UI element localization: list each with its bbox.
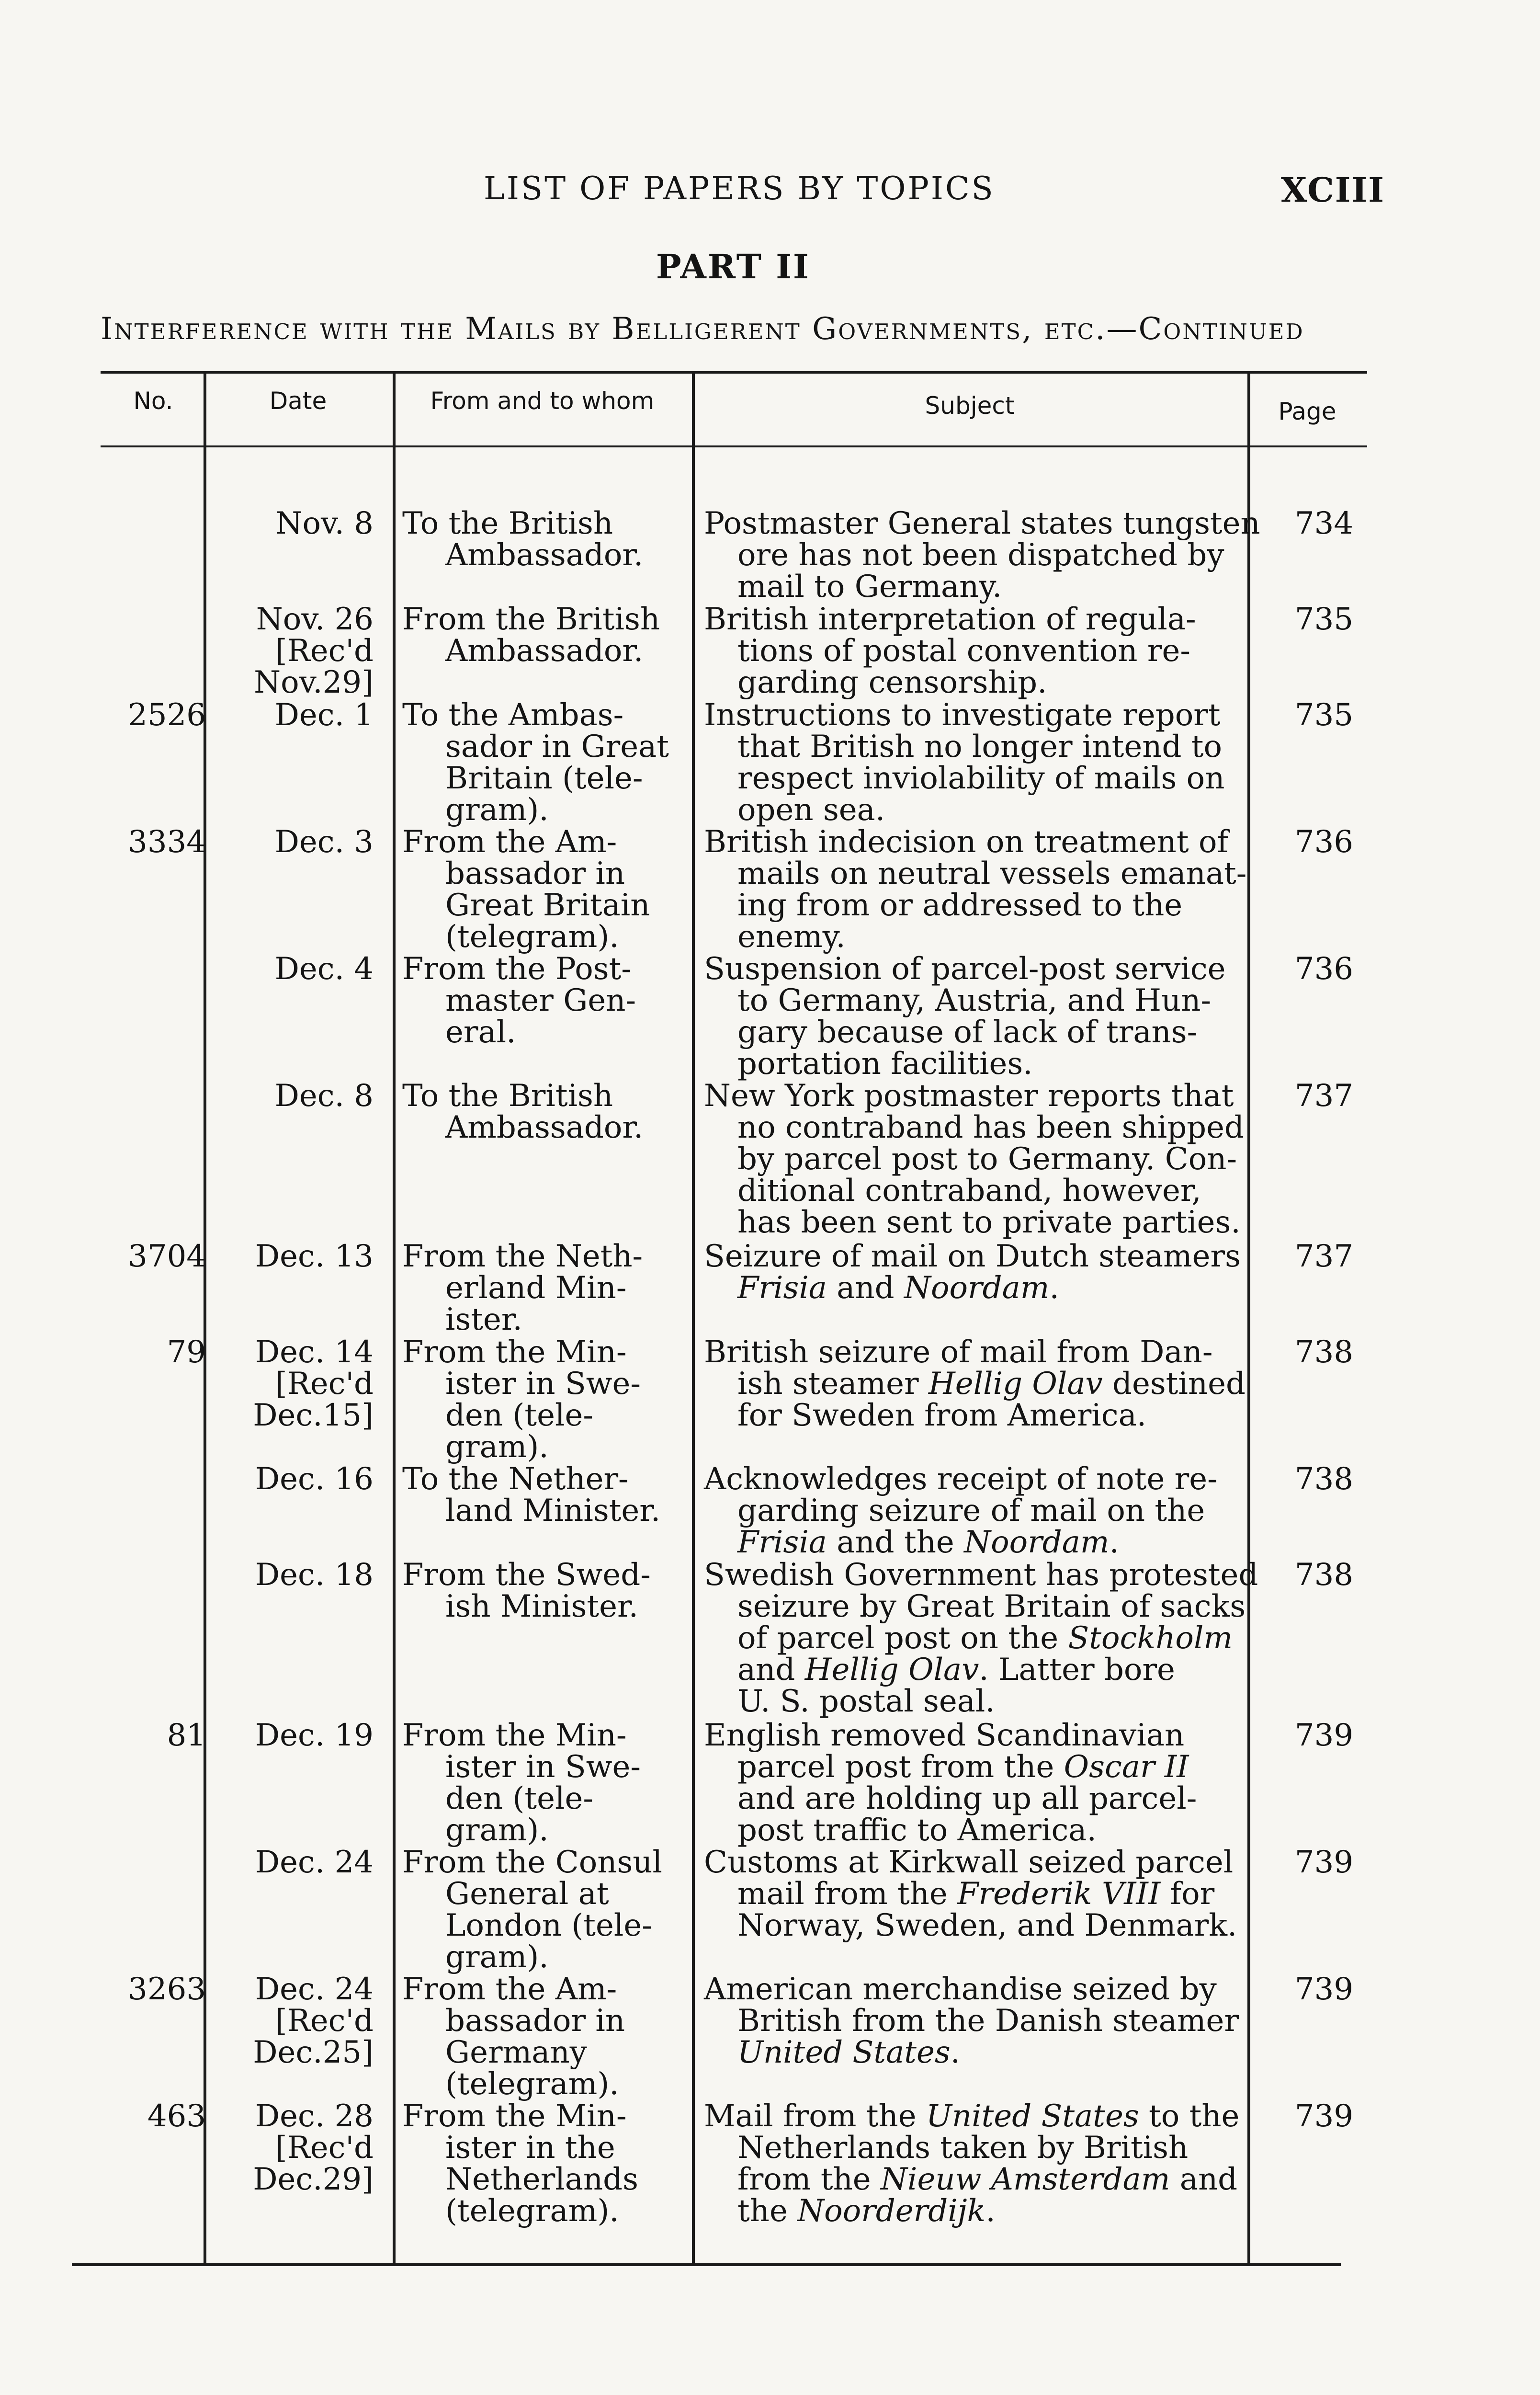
row-date-line: Dec. 3 <box>274 824 374 860</box>
row-from-to-line: Germany <box>445 2035 587 2070</box>
row-from-to-line: From the Min- <box>402 2098 627 2134</box>
row-date-line: [Rec'd <box>275 1366 374 1402</box>
row-date-line: Dec. 19 <box>255 1718 374 1753</box>
row-from-to-line: From the Neth- <box>402 1239 643 1274</box>
row-subject <box>704 1336 1250 1431</box>
row-date <box>230 604 374 698</box>
row-subject-line: parcel post from the Oscar II <box>737 1749 1189 1785</box>
row-doc-number: 463 <box>147 2098 206 2134</box>
row-from-to <box>402 2100 670 2227</box>
row-subject-line: respect inviolability of mails on <box>737 761 1225 796</box>
row-from-to-line: eral. <box>445 1015 516 1050</box>
row-page: 737 <box>1294 1078 1354 1114</box>
running-head <box>0 170 1540 213</box>
row-subject-line: from the Nieuw Amsterdam and <box>737 2162 1238 2197</box>
row-date-line: Dec. 28 <box>255 2098 374 2134</box>
row-date-line: Dec. 8 <box>274 1078 374 1114</box>
row-page: 738 <box>1294 1557 1354 1593</box>
row-doc-number: 81 <box>167 1718 206 1753</box>
page-number-roman: XCIII <box>1281 170 1385 210</box>
row-doc-number: 79 <box>167 1334 206 1370</box>
row-subject-line: Netherlands taken by British <box>737 2130 1189 2166</box>
row-date <box>230 826 374 858</box>
row-date-line: Dec. 18 <box>255 1557 374 1593</box>
row-doc-number: 3334 <box>128 824 206 860</box>
row-subject-line: open sea. <box>737 792 885 828</box>
row-from-to-line: To the Ambas- <box>402 697 624 733</box>
row-from-to-line: (telegram). <box>445 919 619 955</box>
row-date <box>230 1720 374 1751</box>
row-subject-line: seizure by Great Britain of sacks <box>737 1589 1246 1624</box>
row-subject-line: British interpretation of regula- <box>704 602 1196 637</box>
row-subject-line: portation facilities. <box>737 1046 1033 1082</box>
row-subject-line: to Germany, Austria, and Hun- <box>737 983 1212 1018</box>
row-from-to <box>402 1559 670 1622</box>
row-subject <box>704 1241 1250 1304</box>
row-page: 736 <box>1294 951 1354 987</box>
row-page: 739 <box>1294 2098 1354 2134</box>
row-date-line: Dec. 13 <box>255 1239 374 1274</box>
row-date-line: Dec. 24 <box>255 1972 374 2007</box>
row-from-to-line: From the Post- <box>402 951 632 987</box>
row-date <box>230 1973 374 2068</box>
row-subject-line: American merchandise seized by <box>704 1972 1217 2007</box>
row-from-to-line: From the British <box>402 602 660 637</box>
column-header-subject: Subject <box>925 392 1015 420</box>
row-subject <box>704 1973 1250 2068</box>
row-subject-line: Mail from the United States to the <box>704 2098 1240 2134</box>
row-from-to-line: From the Am- <box>402 1972 617 2007</box>
row-from-to-line: den (tele- <box>445 1398 593 1433</box>
row-from-to-line: land Minister. <box>445 1493 661 1528</box>
row-date-line: Dec. 1 <box>274 697 374 733</box>
row-page: 734 <box>1294 506 1354 541</box>
row-date-line: Nov.29] <box>254 665 374 700</box>
part-heading: PART II <box>656 247 810 286</box>
row-date-line: Dec. 4 <box>274 951 374 987</box>
row-from-to-line: bassador in <box>445 856 625 891</box>
row-date <box>230 1336 374 1431</box>
row-subject-line: the Noorderdijk. <box>737 2193 996 2229</box>
row-date-line: [Rec'd <box>275 633 374 669</box>
row-date-line: Nov. 8 <box>275 506 374 541</box>
row-subject-line: Seizure of mail on Dutch steamers <box>704 1239 1241 1274</box>
column-header-no: No. <box>133 387 173 415</box>
row-date <box>230 1241 374 1272</box>
row-from-to-line: den (tele- <box>445 1781 593 1816</box>
row-date-line: Dec.15] <box>253 1398 374 1433</box>
row-from-to-line: Netherlands <box>445 2162 638 2197</box>
row-subject-line: for Sweden from America. <box>737 1398 1147 1433</box>
row-from-to-line: master Gen- <box>445 983 636 1018</box>
row-from-to-line: Ambassador. <box>445 537 644 573</box>
row-from-to-line: erland Min- <box>445 1270 627 1306</box>
row-from-to <box>402 1463 670 1527</box>
row-from-to-line: ister in Swe- <box>445 1749 641 1785</box>
row-page: 737 <box>1294 1239 1354 1274</box>
row-subject-line: by parcel post to Germany. Con- <box>737 1141 1237 1177</box>
row-subject <box>704 1463 1250 1558</box>
row-from-to-line: sador in Great <box>445 729 669 764</box>
row-subject-line: Suspension of parcel-post service <box>704 951 1226 987</box>
row-from-to-line: London (tele- <box>445 1908 652 1943</box>
row-subject-line: has been sent to private parties. <box>737 1205 1241 1240</box>
row-date-line: Dec.25] <box>253 2035 374 2070</box>
column-rule <box>692 374 695 2266</box>
row-subject <box>704 1847 1250 1941</box>
row-subject-line: Customs at Kirkwall seized parcel <box>704 1845 1234 1880</box>
row-subject-line: Acknowledges receipt of note re- <box>704 1461 1218 1497</box>
row-from-to-line: gram). <box>445 1813 549 1848</box>
row-subject-line: British seizure of mail from Dan- <box>704 1334 1213 1370</box>
row-subject-line: U. S. postal seal. <box>737 1684 995 1719</box>
row-date-line: Dec. 16 <box>255 1461 374 1497</box>
row-page: 735 <box>1294 602 1354 637</box>
row-from-to-line: From the Consul <box>402 1845 662 1880</box>
row-date <box>230 508 374 539</box>
row-subject-line: and are holding up all parcel- <box>737 1781 1197 1816</box>
row-subject <box>704 2100 1250 2227</box>
row-from-to <box>402 508 670 571</box>
column-header-from-to: From and to whom <box>430 387 655 415</box>
row-subject-line: English removed Scandinavian <box>704 1718 1185 1753</box>
row-subject-line: that British no longer intend to <box>737 729 1222 764</box>
row-subject-line: post traffic to America. <box>737 1813 1097 1848</box>
row-from-to-line: From the Min- <box>402 1334 627 1370</box>
row-subject-line: Instructions to investigate report <box>704 697 1221 733</box>
row-from-to <box>402 604 670 667</box>
table-header-rule <box>101 445 1367 447</box>
row-from-to-line: gram). <box>445 1939 549 1975</box>
row-page: 735 <box>1294 697 1354 733</box>
row-subject-line: Frisia and Noordam. <box>737 1270 1059 1306</box>
row-page: 736 <box>1294 824 1354 860</box>
row-subject-line: garding seizure of mail on the <box>737 1493 1205 1528</box>
row-from-to <box>402 699 670 826</box>
row-from-to-line: ister in Swe- <box>445 1366 641 1402</box>
row-from-to-line: (telegram). <box>445 2193 619 2229</box>
row-subject-line: gary because of lack of trans- <box>737 1015 1198 1050</box>
row-subject-line: ditional contraband, however, <box>737 1173 1201 1209</box>
row-date-line: [Rec'd <box>275 2130 374 2166</box>
table-bottom-rule <box>72 2263 1341 2266</box>
row-subject-line: ore has not been dispatched by <box>737 537 1224 573</box>
row-subject-line: United States. <box>737 2035 961 2070</box>
row-page: 739 <box>1294 1845 1354 1880</box>
row-subject-line: Postmaster General states tungsten <box>704 506 1260 541</box>
row-from-to <box>402 1720 670 1846</box>
row-date <box>230 699 374 731</box>
row-subject-line: Norway, Sweden, and Denmark. <box>737 1908 1237 1943</box>
running-title: LIST OF PAPERS BY TOPICS <box>484 170 995 207</box>
row-subject <box>704 826 1250 953</box>
row-doc-number: 2526 <box>128 697 206 733</box>
row-subject-line: Swedish Government has protested <box>704 1557 1258 1593</box>
row-subject-line: of parcel post on the Stockholm <box>737 1620 1233 1656</box>
row-from-to <box>402 1336 670 1463</box>
column-header-date: Date <box>269 387 327 415</box>
row-subject-line: Frisia and the Noordam. <box>737 1525 1119 1560</box>
table-top-rule <box>101 371 1367 374</box>
row-from-to-line: ister. <box>445 1302 522 1337</box>
row-from-to-line: ish Minister. <box>445 1589 638 1624</box>
column-header-page: Page <box>1278 398 1336 425</box>
row-date <box>230 1463 374 1495</box>
row-from-to-line: Britain (tele- <box>445 761 643 796</box>
row-date-line: Dec.29] <box>253 2162 374 2197</box>
row-from-to <box>402 1847 670 1973</box>
row-subject-line: enemy. <box>737 919 846 955</box>
row-from-to <box>402 826 670 953</box>
row-from-to-line: Ambassador. <box>445 633 644 669</box>
row-subject <box>704 604 1250 698</box>
row-date-line: Nov. 26 <box>256 602 374 637</box>
row-date <box>230 1847 374 1878</box>
row-subject-line: garding censorship. <box>737 665 1047 700</box>
row-subject-line: British indecision on treatment of <box>704 824 1229 860</box>
row-date <box>230 1559 374 1591</box>
row-from-to <box>402 953 670 1048</box>
row-doc-number: 3704 <box>128 1239 206 1274</box>
row-subject-line: mail from the Frederik VIII for <box>737 1876 1215 1912</box>
row-subject <box>704 1557 1258 1719</box>
row-from-to-line: From the Min- <box>402 1718 627 1753</box>
row-date-line: Dec. 14 <box>255 1334 374 1370</box>
row-subject <box>704 1720 1250 1846</box>
section-heading: Interference with the Mails by Belligerent Governments, etc.—Continued <box>101 311 1304 347</box>
row-page: 739 <box>1294 1718 1354 1753</box>
row-subject-line: no contraband has been shipped <box>737 1110 1244 1145</box>
row-from-to-line: From the Am- <box>402 824 617 860</box>
row-from-to <box>402 1241 670 1335</box>
row-from-to-line: To the British <box>402 1078 613 1114</box>
row-date <box>230 953 374 985</box>
row-subject-line: ish steamer Hellig Olav destined <box>737 1366 1246 1402</box>
row-from-to-line: gram). <box>445 792 549 828</box>
row-date-line: Dec. 24 <box>255 1845 374 1880</box>
row-subject-line: New York postmaster reports that <box>704 1078 1234 1114</box>
row-subject-line: tions of postal convention re- <box>737 633 1190 669</box>
row-subject <box>704 1080 1250 1238</box>
row-date <box>230 1080 374 1112</box>
row-from-to-line: bassador in <box>445 2003 625 2039</box>
row-from-to-line: To the British <box>402 506 613 541</box>
row-doc-number: 3263 <box>128 1972 206 2007</box>
row-subject <box>704 506 1260 604</box>
row-subject-line: mail to Germany. <box>737 569 1002 604</box>
row-from-to-line: gram). <box>445 1429 549 1465</box>
row-subject-line: ing from or addressed to the <box>737 888 1183 923</box>
row-date <box>230 2100 374 2195</box>
row-from-to-line: Ambassador. <box>445 1110 644 1145</box>
row-subject <box>704 699 1250 826</box>
row-date-line: [Rec'd <box>275 2003 374 2039</box>
row-from-to <box>402 1973 670 2100</box>
row-page: 738 <box>1294 1334 1354 1370</box>
row-subject-line: and Hellig Olav. Latter bore <box>737 1652 1175 1688</box>
row-from-to-line: Great Britain <box>445 888 650 923</box>
row-from-to-line: From the Swed- <box>402 1557 651 1593</box>
row-subject-line: mails on neutral vessels emanat- <box>737 856 1247 891</box>
row-page: 738 <box>1294 1461 1354 1497</box>
row-from-to-line: (telegram). <box>445 2066 619 2102</box>
row-subject-line: British from the Danish steamer <box>737 2003 1239 2039</box>
row-from-to-line: ister in the <box>445 2130 615 2166</box>
row-from-to-line: To the Nether- <box>402 1461 629 1497</box>
row-from-to <box>402 1080 670 1143</box>
row-from-to-line: General at <box>445 1876 609 1912</box>
column-rule <box>393 374 396 2266</box>
row-subject <box>704 953 1250 1080</box>
row-page: 739 <box>1294 1972 1354 2007</box>
